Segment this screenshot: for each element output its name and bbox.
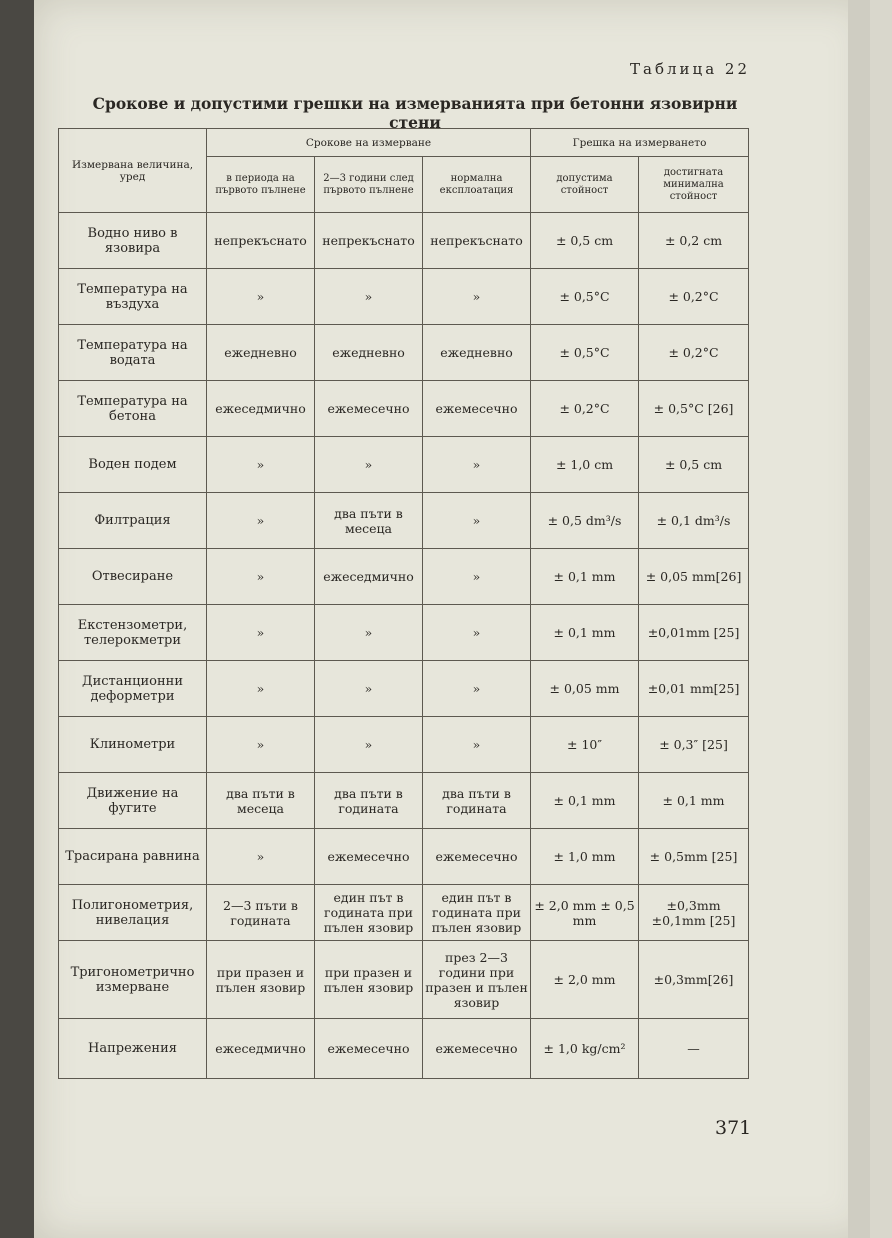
table-row xyxy=(59,549,749,605)
cell-achieved: ±0,01mm [25] xyxy=(639,605,749,661)
cell-after-fill: два пъти в годината xyxy=(315,773,423,829)
table-row xyxy=(59,773,749,829)
measurement-table xyxy=(58,128,749,1079)
cell-name: Клинометри xyxy=(59,717,207,773)
cell-normal: ежемесечно xyxy=(423,829,531,885)
cell-name: Движение на фугите xyxy=(59,773,207,829)
header-normal: нормална експлоатация xyxy=(423,157,531,213)
cell-achieved: ±0,3mm ±0,1mm [25] xyxy=(639,885,749,941)
cell-first-fill: 2—3 пъти в годината xyxy=(207,885,315,941)
cell-name: Температура на водата xyxy=(59,325,207,381)
table-row xyxy=(59,885,749,941)
table-row xyxy=(59,829,749,885)
cell-achieved: ± 0,05 mm[26] xyxy=(639,549,749,605)
cell-first-fill: » xyxy=(207,437,315,493)
header-achieved: достигната минимална стойност xyxy=(639,157,749,213)
header-error: Грешка на измерването xyxy=(531,129,749,157)
table-label: Таблица 22 xyxy=(630,60,750,78)
table-title: Срокове и допустими грешки на измерванията при бетонни язовирни стени xyxy=(92,94,738,132)
cell-allowed: ± 2,0 mm ± 0,5 mm xyxy=(531,885,639,941)
table-row xyxy=(59,1019,749,1079)
table-row xyxy=(59,213,749,269)
cell-allowed: ± 1,0 mm xyxy=(531,829,639,885)
table-row xyxy=(59,941,749,1019)
cell-allowed: ± 0,1 mm xyxy=(531,773,639,829)
cell-after-fill: два пъти в месеца xyxy=(315,493,423,549)
cell-after-fill: при празен и пълен язовир xyxy=(315,941,423,1019)
cell-first-fill: » xyxy=(207,605,315,661)
cell-first-fill: » xyxy=(207,269,315,325)
cell-first-fill: ежедневно xyxy=(207,325,315,381)
cell-allowed: ± 0,5 dm³/s xyxy=(531,493,639,549)
cell-normal: » xyxy=(423,437,531,493)
scan-edge xyxy=(0,0,34,1238)
cell-name: Температура на въздуха xyxy=(59,269,207,325)
cell-normal: ежемесечно xyxy=(423,1019,531,1079)
table-row xyxy=(59,661,749,717)
cell-first-fill: » xyxy=(207,717,315,773)
cell-normal: един път в годината при пълен язовир xyxy=(423,885,531,941)
cell-name: Температура на бетона xyxy=(59,381,207,437)
cell-allowed: ± 0,05 mm xyxy=(531,661,639,717)
cell-allowed: ± 0,2°C xyxy=(531,381,639,437)
table-body xyxy=(59,213,749,1079)
cell-achieved: ± 0,5mm [25] xyxy=(639,829,749,885)
header-allowed: допустима стойност xyxy=(531,157,639,213)
cell-normal: » xyxy=(423,493,531,549)
cell-allowed: ± 0,5°C xyxy=(531,325,639,381)
table-row xyxy=(59,381,749,437)
table-row xyxy=(59,437,749,493)
table-row xyxy=(59,717,749,773)
cell-first-fill: » xyxy=(207,493,315,549)
cell-name: Отвесиране xyxy=(59,549,207,605)
cell-allowed: ± 0,1 mm xyxy=(531,605,639,661)
cell-achieved: ± 0,5°C [26] xyxy=(639,381,749,437)
cell-name: Дистанционни деформетри xyxy=(59,661,207,717)
cell-name: Екстензометри, телерокметри xyxy=(59,605,207,661)
cell-normal: » xyxy=(423,661,531,717)
page-number: 371 xyxy=(715,1117,752,1139)
cell-achieved: ± 0,5 cm xyxy=(639,437,749,493)
cell-normal: » xyxy=(423,549,531,605)
cell-after-fill: ежемесечно xyxy=(315,829,423,885)
cell-after-fill: ежедневно xyxy=(315,325,423,381)
cell-first-fill: » xyxy=(207,661,315,717)
cell-after-fill: ежемесечно xyxy=(315,381,423,437)
cell-after-fill: ежемесечно xyxy=(315,1019,423,1079)
cell-first-fill: » xyxy=(207,829,315,885)
cell-normal: през 2—3 години при празен и пълен язовир xyxy=(423,941,531,1019)
cell-achieved: ±0,3mm[26] xyxy=(639,941,749,1019)
cell-first-fill: ежеседмично xyxy=(207,1019,315,1079)
cell-name: Трасирана равнина xyxy=(59,829,207,885)
cell-achieved: ± 0,2°C xyxy=(639,269,749,325)
cell-after-fill: ежеседмично xyxy=(315,549,423,605)
cell-allowed: ± 1,0 cm xyxy=(531,437,639,493)
page-shadow xyxy=(848,0,870,1238)
cell-name: Водно ниво в язовира xyxy=(59,213,207,269)
cell-achieved: ±0,01 mm[25] xyxy=(639,661,749,717)
cell-achieved: ± 0,2°C xyxy=(639,325,749,381)
table-row xyxy=(59,325,749,381)
cell-after-fill: » xyxy=(315,437,423,493)
cell-first-fill: непрекъснато xyxy=(207,213,315,269)
cell-normal: непрекъснато xyxy=(423,213,531,269)
cell-first-fill: » xyxy=(207,549,315,605)
cell-allowed: ± 0,5°C xyxy=(531,269,639,325)
cell-normal: » xyxy=(423,717,531,773)
cell-normal: два пъти в годината xyxy=(423,773,531,829)
cell-first-fill: ежеседмично xyxy=(207,381,315,437)
cell-name: Тригонометрично измерване xyxy=(59,941,207,1019)
cell-name: Воден подем xyxy=(59,437,207,493)
header-terms: Срокове на измерване xyxy=(207,129,531,157)
cell-achieved: ± 0,3″ [25] xyxy=(639,717,749,773)
cell-allowed: ± 0,1 mm xyxy=(531,549,639,605)
header-measured: Измервана величина, уред xyxy=(59,129,207,213)
cell-achieved: ± 0,1 mm xyxy=(639,773,749,829)
cell-normal: ежедневно xyxy=(423,325,531,381)
cell-achieved: ± 0,1 dm³/s xyxy=(639,493,749,549)
cell-name: Напрежения xyxy=(59,1019,207,1079)
header-after-fill: 2—3 години след първото пълнене xyxy=(315,157,423,213)
cell-after-fill: непрекъснато xyxy=(315,213,423,269)
cell-name: Полигонометрия, нивелация xyxy=(59,885,207,941)
cell-normal: » xyxy=(423,269,531,325)
cell-after-fill: » xyxy=(315,269,423,325)
cell-normal: ежемесечно xyxy=(423,381,531,437)
cell-achieved: ± 0,2 cm xyxy=(639,213,749,269)
cell-after-fill: » xyxy=(315,661,423,717)
cell-name: Филтрация xyxy=(59,493,207,549)
cell-first-fill: при празен и пълен язовир xyxy=(207,941,315,1019)
cell-after-fill: » xyxy=(315,717,423,773)
cell-after-fill: » xyxy=(315,605,423,661)
cell-achieved: — xyxy=(639,1019,749,1079)
table-row xyxy=(59,605,749,661)
cell-after-fill: един път в годината при пълен язовир xyxy=(315,885,423,941)
table-row xyxy=(59,269,749,325)
header-first-fill: в периода на първото пълнене xyxy=(207,157,315,213)
cell-allowed: ± 0,5 cm xyxy=(531,213,639,269)
cell-allowed: ± 1,0 kg/cm² xyxy=(531,1019,639,1079)
cell-first-fill: два пъти в месеца xyxy=(207,773,315,829)
cell-allowed: ± 2,0 mm xyxy=(531,941,639,1019)
table-row xyxy=(59,493,749,549)
cell-allowed: ± 10″ xyxy=(531,717,639,773)
cell-normal: » xyxy=(423,605,531,661)
